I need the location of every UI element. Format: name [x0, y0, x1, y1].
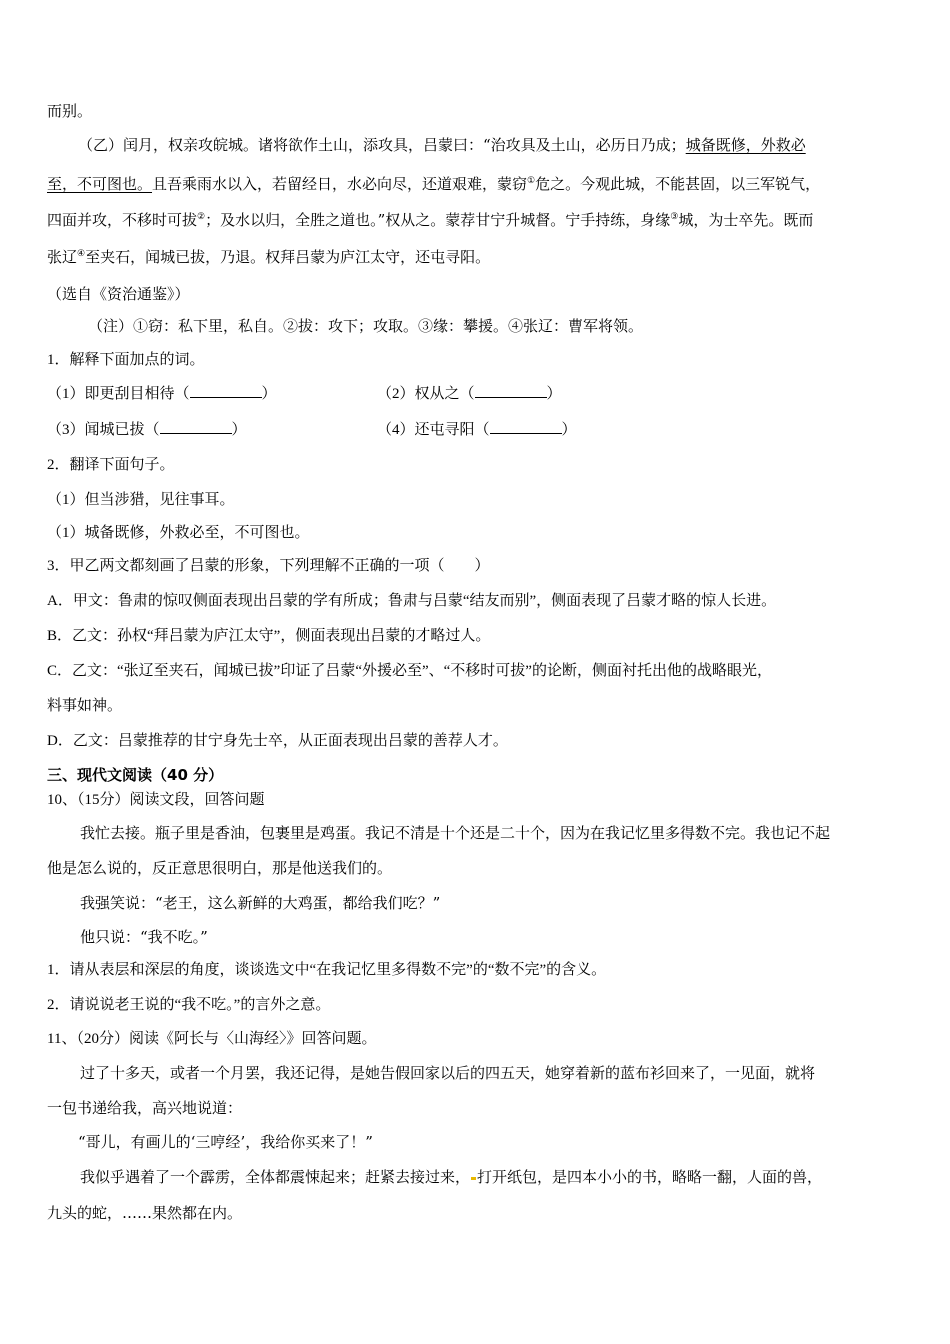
underlined-sentence-end: 至，不可图也。: [47, 175, 153, 193]
annotation-note: （注）①窃：私下里，私自。②拔：攻下；攻取。③缘：攀援。④张辽：曹军将领。: [88, 317, 644, 335]
question-2-item-1: （1）但当涉猎，见往事耳。: [47, 492, 235, 508]
question-1-item-2: （2）权从之（: [377, 386, 475, 402]
question-1-title: 1．解释下面加点的词。: [47, 352, 205, 368]
passage-11-line-2: 一包书递给我，高兴地说道：: [47, 1099, 243, 1117]
underlined-sentence: 城备既修，外救必: [685, 136, 806, 154]
question-1-row-1: （1）即更刮目相待（ ） （2）权从之（ ）: [47, 383, 907, 405]
passage-yi-text: 至夹石，闻城已拔，乃退。权拜吕蒙为庐江太守，还屯寻阳。: [85, 248, 491, 266]
question-1-item-4: （4）还屯寻阳（: [377, 422, 490, 438]
question-10-sub-1: 1．请从表层和深层的角度，谈谈选文中“在我记忆里多得数不完”的“数不完”的含义。: [47, 962, 607, 978]
option-c: C．乙文：“张辽至夹石，闻城已拔”印证了吕蒙“外援必至”、“不移时可拔”的论断，侧面衬托出他的战略眼光，: [47, 663, 772, 679]
footnote-mark: ④: [77, 249, 86, 259]
footnote-mark: ③: [670, 212, 679, 222]
option-a: A．甲文：鲁肃的惊叹侧面表现出吕蒙的学有所成；鲁肃与吕蒙“结友而别”，侧面表现了吕蒙才略的惊人长进。: [47, 593, 777, 609]
passage-10-line-1: 我忙去接。瓶子里是香油，包裹里是鸡蛋。我记不清是十个还是二十个，因为在我记忆里多得数不完。我也记不起: [80, 824, 831, 842]
answer-blank[interactable]: [190, 383, 262, 398]
option-d: D．乙文：吕蒙推荐的甘宁身先士卒，从正面表现出吕蒙的善荐人才。: [47, 733, 508, 749]
answer-blank[interactable]: [160, 419, 232, 434]
passage-yi-text: 张辽: [47, 248, 78, 266]
question-2-item-2: （1）城备既修，外救必至，不可图也。: [47, 525, 310, 541]
passage-yi-text: （乙）闰月，权亲攻皖城。诸将欲作土山，添攻具，吕蒙曰：“治攻具及土山，必历日乃成；: [78, 136, 686, 154]
passage-yi-line-2: [47, 170, 907, 195]
passage-11-line-3: “哥儿，有画儿的‘三哼经’，我给你买来了！”: [78, 1133, 373, 1151]
passage-yi-text: 危之。今观此城，不能甚固，以三军锐气，: [535, 175, 821, 193]
passage-yi-line-1: [78, 134, 938, 156]
footnote-mark: ②: [197, 212, 206, 222]
section-heading: 三、现代文阅读（40 分）: [47, 766, 224, 784]
passage-yi-text: 且吾乘雨水以入，若留经日，水必向尽，还道艰难，蒙窃: [152, 175, 528, 193]
question-1-item-3: （3）闻城已拔（: [47, 422, 160, 438]
passage-yi-line-3: [47, 206, 907, 231]
passage-11-line-1: 过了十多天，或者一个月罢，我还记得，是她告假回家以后的四五天，她穿着新的蓝布衫回来了，一见面，就将: [80, 1064, 816, 1082]
option-b: B．乙文：孙权“拜吕蒙为庐江太守”，侧面表现出吕蒙的才略过人。: [47, 628, 491, 644]
paragraph-end: 而别。: [47, 102, 93, 120]
option-c-continued: 料事如神。: [47, 698, 123, 714]
passage-yi-text: ；及水以归，全胜之道也。”权从之。蒙荐甘宁升城督。宁手持练，身缘: [205, 211, 671, 229]
passage-yi-line-4: [47, 243, 907, 268]
answer-blank[interactable]: [490, 419, 562, 434]
answer-blank[interactable]: [475, 383, 547, 398]
passage-yi-text: 城，为士卒先。既而: [678, 211, 814, 229]
passage-yi-text: 四面并攻，不移时可拔: [47, 211, 198, 229]
passage-11-line-5: 九头的蛇，……果然都在内。: [47, 1204, 243, 1222]
source-citation: （选自《资治通鉴》）: [47, 285, 190, 303]
question-3-title: 3．甲乙两文都刻画了吕蒙的形象，下列理解不正确的一项（ ）: [47, 558, 490, 574]
highlight-mark: [471, 1177, 476, 1180]
footnote-mark: ①: [527, 176, 536, 186]
question-1-item-1: （1）即更刮目相待（: [47, 386, 190, 402]
passage-11-line-4: 我似乎遇着了一个霹雳，全体都震悚起来；赶紧去接过来， 打开纸包，是四本小小的书，略略一翻，人面的兽，: [80, 1168, 823, 1186]
question-10-sub-2: 2．请说说老王说的“我不吃。”的言外之意。: [47, 997, 331, 1013]
question-11-title: 11、（20分）阅读《阿长与〈山海经〉》回答问题。: [47, 1031, 377, 1047]
passage-10-line-2: 他是怎么说的，反正意思很明白，那是他送我们的。: [47, 859, 393, 877]
question-1-row-2: （3）闻城已拔（ ） （4）还屯寻阳（ ）: [47, 419, 907, 441]
passage-10-line-3: 我强笑说：“老王，这么新鲜的大鸡蛋，都给我们吃？”: [80, 894, 441, 912]
passage-10-line-4: 他只说：“我不吃。”: [80, 928, 208, 946]
question-10-title: 10、（15分）阅读文段，回答问题: [47, 792, 265, 808]
question-2-title: 2．翻译下面句子。: [47, 457, 175, 473]
